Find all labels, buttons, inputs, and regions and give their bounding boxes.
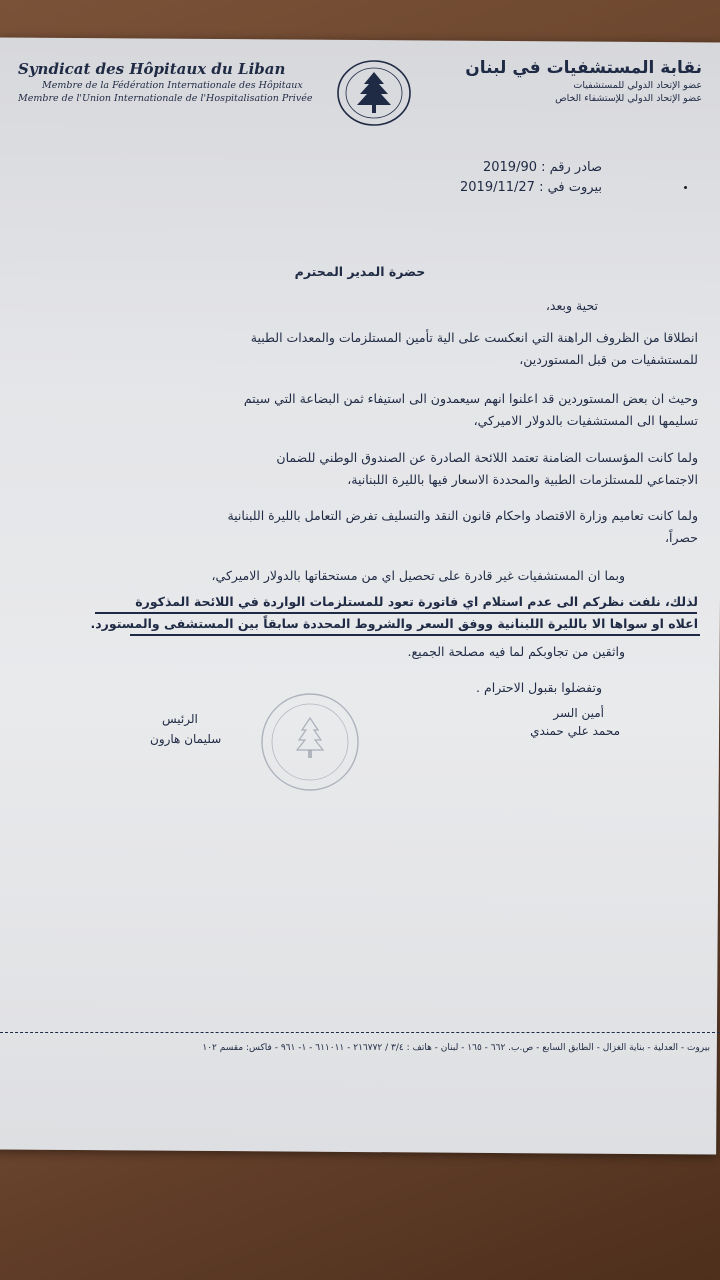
footer-divider [0, 1032, 720, 1034]
french-letterhead [18, 60, 312, 104]
paragraph-4-line-1: ولما كانت تعاميم وزارة الاقتصاد واحكام قانون النقد والتسليف تفرض التعامل بالليرة اللبنانية [227, 508, 698, 523]
cedar-seal-icon [333, 58, 415, 128]
closing-line-1: واثقين من تجاوبكم لما فيه مصلحة الجميع. [407, 644, 625, 659]
greeting: تحية وبعد، [545, 298, 598, 313]
reference-number: صادر رقم : 2019/90 [482, 160, 602, 175]
arabic-subtitle-1: عضو الإتحاد الدولي للمستشفيات [573, 80, 702, 91]
paragraph-6-line-2: اعلاه او سواها الا بالليرة اللبنانية ووفق السعر والشروط المحددة سابقاً بين المستشفى والمستورد. [90, 616, 698, 631]
french-subtitle-1: Membre de la Fédération Internationale des Hôpitaux [42, 80, 303, 91]
paragraph-6-line-1: لذلك، نلفت نظركم الى عدم استلام اي فاتورة تعود للمستلزمات الواردة في اللائحة المذكورة [135, 594, 698, 609]
reference-date: بيروت في : 2019/11/27 [460, 180, 602, 195]
arabic-letterhead [465, 58, 702, 104]
president-title: الرئيس [162, 712, 198, 726]
arabic-subtitle-2: عضو الإتحاد الدولي للإستشفاء الخاص [555, 93, 702, 104]
paragraph-3-line-1: ولما كانت المؤسسات الضامنة تعتمد اللائحة الصادرة عن الصندوق الوطني للضمان [276, 450, 698, 465]
secretary-name: محمد علي حمندي [530, 724, 620, 738]
addressee: حضرة المدير المحترم [294, 264, 426, 279]
french-subtitle-2: Membre de l'Union Internationale de l'Hospitalisation Privée [18, 93, 313, 104]
president-name: سليمان هارون [150, 732, 222, 746]
footer-address: بيروت - العدلية - بناية الغزال - الطابق السابع - ص.ب. ٦٦٢ - ١٦٥ - لبنان - هاتف : ٣/٤ / ٢١٦٧٧٢ - ٦١١٠١١ - ١- ٩٦١ - فاكس: مقسم ١٠٢ [202, 1043, 710, 1053]
french-title: Syndicat des Hôpitaux du Liban [18, 60, 286, 78]
paragraph-1-line-2: للمستشفيات من قبل المستوردين، [519, 352, 698, 367]
paragraph-6-underline-2 [130, 634, 700, 636]
paragraph-2-line-2: تسليمها الى المستشفيات بالدولار الاميركي، [473, 413, 698, 428]
ink-dot [684, 186, 687, 189]
paragraph-5-line-1: وبما ان المستشفيات غير قادرة على تحصيل اي من مستحقاتها بالدولار الاميركي، [211, 568, 625, 583]
paragraph-2-line-1: وحيث ان بعض المستوردين قد اعلنوا انهم سيعمدون الى استيفاء ثمن البضاعة التي سيتم [243, 391, 698, 406]
paragraph-1-line-1: انطلاقا من الظروف الراهنة التي انعكست على الية تأمين المستلزمات والمعدات الطبية [250, 330, 698, 345]
arabic-title: نقابة المستشفيات في لبنان [465, 58, 702, 78]
closing-line-2: وتفضلوا بقبول الاحترام . [476, 680, 602, 695]
paragraph-3-line-2: الاجتماعي للمستلزمات الطبية والمحددة الاسعار فيها بالليرة اللبنانية، [347, 472, 698, 487]
secretary-title: أمين السر [553, 706, 604, 720]
paragraph-4-line-2: حصراً، [665, 530, 698, 545]
paragraph-6-underline-1 [95, 612, 697, 614]
round-stamp-icon [256, 688, 364, 796]
